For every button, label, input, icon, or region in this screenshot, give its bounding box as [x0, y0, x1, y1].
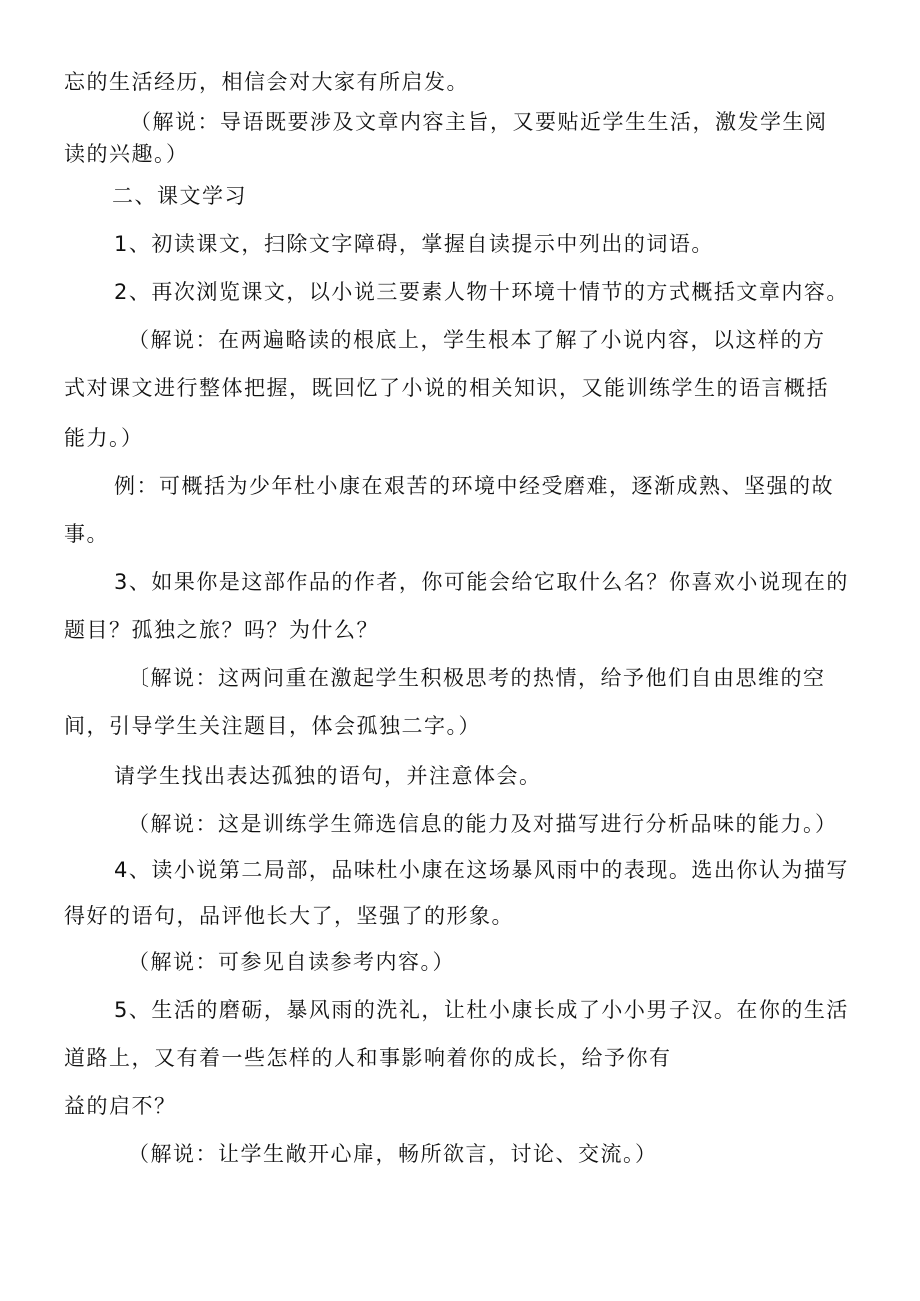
text-line: 式对课文进行整体把握，既回忆了小说的相关知识，又能训练学生的语言概括: [64, 376, 829, 400]
text-line: 请学生找出表达孤独的语句，并注意体会。: [114, 764, 542, 788]
text-line: 间，引导学生关注题目，体会孤独二字。）: [64, 714, 481, 738]
text-line: （解说：在两遍略读的根底上，学生根本了解了小说内容，以这样的方: [128, 328, 826, 352]
text-line: 1、初读课文，扫除文字障碍，掌握自读提示中列出的词语。: [114, 232, 714, 256]
text-line: （解说：可参见自读参考内容。）: [128, 950, 455, 974]
text-line: 例：可概括为少年杜小康在艰苦的环境中经受磨难，逐渐成熟、坚强的故: [114, 474, 834, 498]
text-line: 5、生活的磨砺，暴风雨的洗礼，让杜小康长成了小小男子汉。在你的生活: [114, 998, 849, 1022]
section-heading: 二、课文学习: [112, 184, 247, 208]
text-line: 道路上，又有着一些怎样的人和事影响着你的成长，给予你有: [64, 1046, 672, 1070]
text-line: 忘的生活经历，相信会对大家有所启发。: [64, 70, 469, 94]
text-line: 3、如果你是这部作品的作者，你可能会给它取什么名？你喜欢小说现在的: [114, 570, 849, 594]
text-line: 读的兴趣。）: [64, 142, 189, 166]
text-line: 得好的语句，品评他长大了，坚强了的形象。: [64, 904, 514, 928]
text-line: （解说：让学生敞开心扉，畅所欲言，讨论、交流。）: [128, 1142, 658, 1166]
text-line: 能力。）: [64, 426, 144, 450]
text-line: 〔解说：这两问重在激起学生积极思考的热情，给予他们自由思维的空: [128, 666, 826, 690]
text-line: （解说：导语既要涉及文章内容主旨，又要贴近学生生活，激发学生阅: [130, 110, 828, 134]
text-line: 题目？孤独之旅？吗？为什么？: [64, 618, 379, 642]
text-line: 4、读小说第二局部，品味杜小康在这场暴风雨中的表现。选出你认为描写: [114, 858, 849, 882]
text-line: 益的启不？: [64, 1094, 177, 1118]
text-line: （解说：这是训练学生筛选信息的能力及对描写进行分析品味的能力。）: [128, 812, 838, 836]
text-line: 2、再次浏览课文，以小说三要素人物十环境十情节的方式概括文章内容。: [114, 280, 849, 304]
text-line: 事。: [64, 522, 109, 546]
